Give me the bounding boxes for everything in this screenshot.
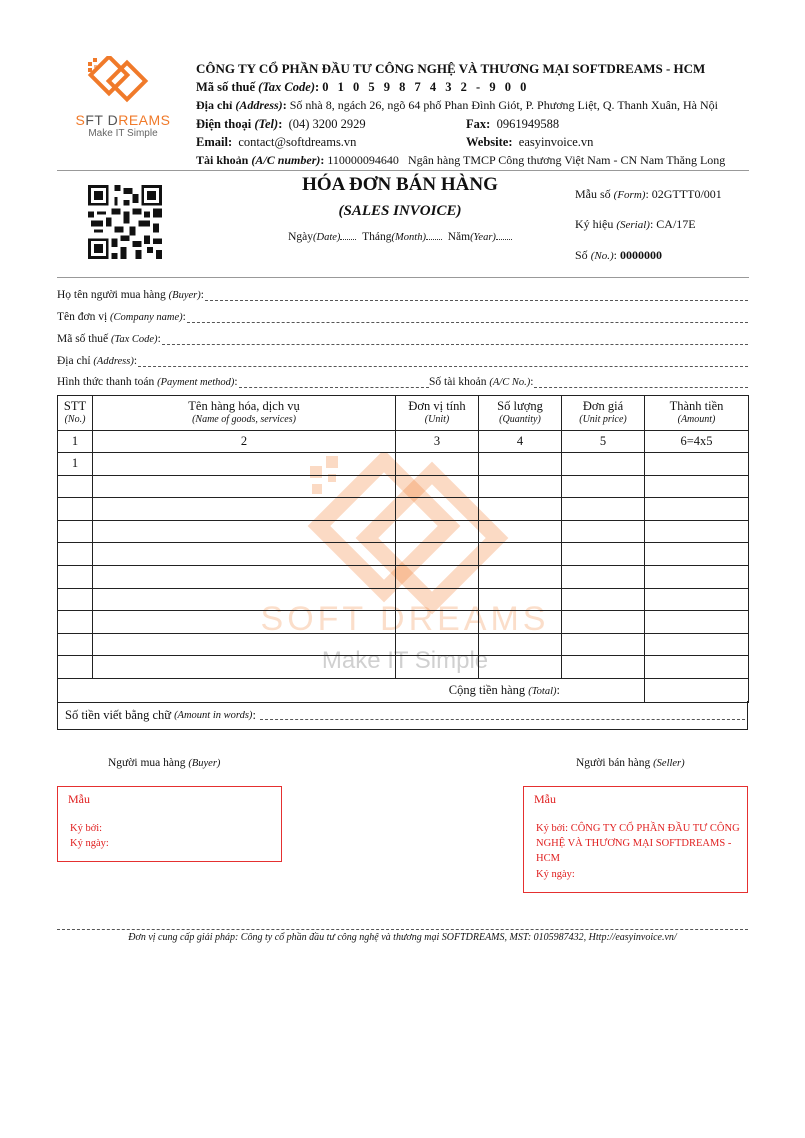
invoice-number: Số (No.): 0000000 bbox=[575, 248, 662, 262]
table-row[interactable] bbox=[58, 543, 749, 566]
table-row[interactable] bbox=[58, 565, 749, 588]
header-amount: Thành tiền (Amount) bbox=[645, 396, 749, 431]
company-info bbox=[196, 60, 756, 169]
invoice-form: Mẫu số (Form): 02GTTT0/001 bbox=[575, 187, 722, 201]
invoice-subtitle: (SALES INVOICE) bbox=[338, 203, 462, 219]
header-unit-price: Đơn giá (Unit price) bbox=[562, 396, 645, 431]
seller-signature-stamp: Mẫu Ký bởi: CÔNG TY CỔ PHẦN ĐẦU TƯ CÔNG NGHỆ VÀ THƯƠNG MẠI SOFTDREAMS - HCM Ký ngày: bbox=[523, 786, 748, 893]
goods-table bbox=[57, 395, 749, 703]
company-email: contact@softdreams.vn bbox=[238, 134, 357, 149]
header-divider bbox=[57, 170, 749, 171]
buyer-address-field[interactable]: Địa chỉ (Address) : bbox=[57, 355, 748, 367]
header-unit: Đơn vị tính (Unit) bbox=[396, 396, 479, 431]
table-header-row bbox=[58, 396, 749, 431]
qr-code-icon bbox=[88, 185, 162, 259]
header-no: STT (No.) bbox=[58, 396, 93, 431]
watermark-text: SOFT DREAMS bbox=[260, 600, 550, 638]
seller-signature-label: Người bán hàng (Seller) bbox=[576, 757, 685, 769]
logo-wordmark: SFT DREAMS bbox=[75, 112, 171, 128]
amount-in-words-field[interactable]: Số tiền viết bằng chữ (Amount in words) : bbox=[57, 701, 748, 730]
title-divider bbox=[57, 277, 749, 278]
header-name: Tên hàng hóa, dịch vụ (Name of goods, services) bbox=[93, 396, 396, 431]
total-amount-cell[interactable] bbox=[645, 678, 749, 702]
table-total-row bbox=[58, 678, 749, 702]
invoice-date-line: Ngày(Date) Tháng(Month) Năm(Year) bbox=[250, 231, 550, 243]
total-label: Cộng tiền hàng (Total): bbox=[58, 678, 645, 702]
table-index-row: 1 2 3 4 5 6=4x5 bbox=[58, 431, 749, 453]
table-row[interactable] bbox=[58, 520, 749, 543]
invoice-title: HÓA ĐƠN BÁN HÀNG bbox=[302, 174, 498, 195]
table-row[interactable] bbox=[58, 588, 749, 611]
table-row[interactable] bbox=[58, 498, 749, 521]
watermark-tagline: Make IT Simple bbox=[321, 647, 489, 674]
table-row[interactable] bbox=[58, 475, 749, 498]
payment-method-field[interactable]: Hình thức thanh toán (Payment method) : bbox=[57, 376, 429, 388]
company-website: easyinvoice.vn bbox=[518, 134, 594, 149]
company-name-field[interactable]: Tên đơn vị (Company name) : bbox=[57, 311, 748, 323]
company-account-row: Tài khoản (A/C number): 110000094640 Ngân hàng TMCP Công thương Việt Nam - CN Nam Thăng Long bbox=[196, 153, 726, 168]
table-row[interactable] bbox=[58, 656, 749, 679]
table-row[interactable]: 1 bbox=[58, 453, 749, 476]
buyer-signature-label: Người mua hàng (Buyer) bbox=[108, 757, 221, 769]
company-tax-row: Mã số thuế (Tax Code): 0 1 0 5 9 8 7 4 3 2 - 9 0 0 bbox=[196, 80, 530, 95]
buyer-tax-code-field[interactable]: Mã số thuế (Tax Code) : bbox=[57, 333, 748, 345]
table-row[interactable] bbox=[58, 611, 749, 634]
footer-provider-note: Đơn vị cung cấp giải pháp: Công ty cổ phần đầu tư công nghệ và thương mại SOFTDREAMS, MST: 0105987432, Http://easyinvoice.vn/ bbox=[128, 932, 677, 943]
company-tax-code: 0 1 0 5 9 8 7 4 3 2 - 9 0 0 bbox=[322, 80, 530, 95]
invoice-serial: Ký hiệu (Serial): CA/17E bbox=[575, 217, 696, 231]
header-quantity: Số lượng (Quantity) bbox=[479, 396, 562, 431]
account-number-field[interactable]: Số tài khoản (A/C No.) : bbox=[429, 376, 748, 388]
company-phone-row: Điện thoại (Tel): (04) 3200 2929 Fax: 0961949588 bbox=[196, 116, 560, 131]
footer-divider bbox=[57, 929, 748, 930]
table-row[interactable] bbox=[58, 633, 749, 656]
buyer-signature-stamp: Mẫu Ký bởi: Ký ngày: bbox=[57, 786, 282, 862]
company-address-row: Địa chỉ (Address): Số nhà 8, ngách 26, ngõ 64 phố Phan Đình Giót, P. Phương Liệt, Q. Thanh Xuân, Hà Nội bbox=[196, 98, 718, 113]
logo-tagline: Make IT Simple bbox=[88, 128, 158, 139]
company-name: CÔNG TY CỔ PHẦN ĐẦU TƯ CÔNG NGHỆ VÀ THƯƠNG MẠI SOFTDREAMS - HCM bbox=[196, 61, 706, 76]
buyer-name-field[interactable]: Họ tên người mua hàng (Buyer) : bbox=[57, 289, 748, 301]
company-email-row: Email: contact@softdreams.vn Website: easyinvoice.vn bbox=[196, 134, 594, 149]
